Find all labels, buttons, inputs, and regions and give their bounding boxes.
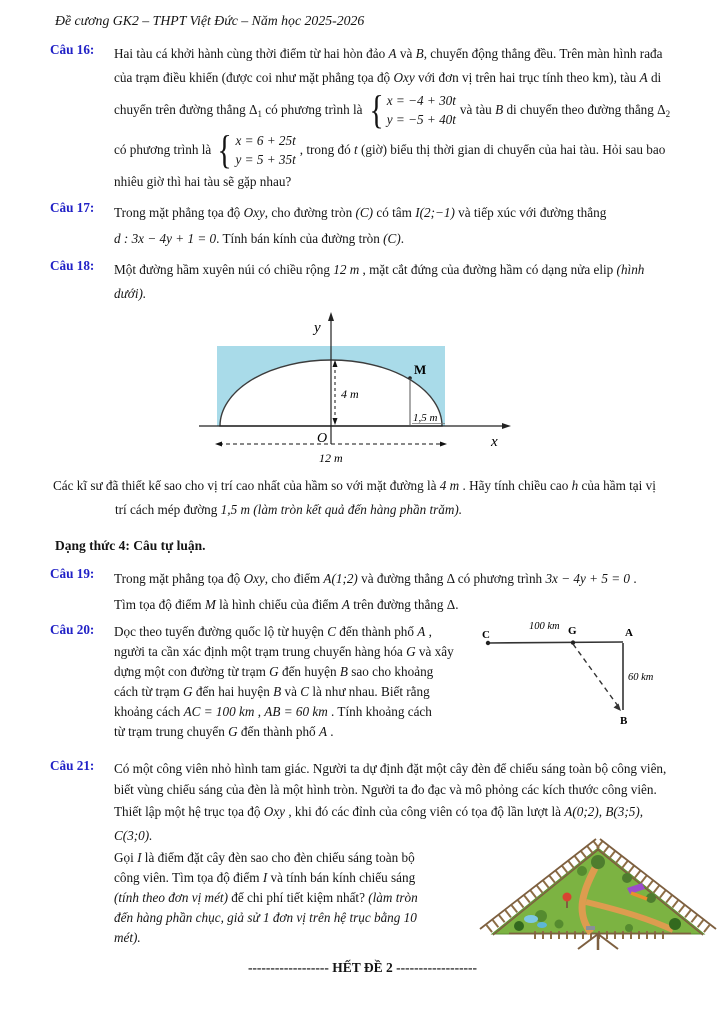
text-segment: sao cho khoảng [347, 664, 434, 679]
system-equations [235, 131, 295, 169]
text-run [460, 102, 670, 119]
text-segment: h [571, 478, 579, 493]
text-segment: Oxy [243, 571, 265, 586]
text-segment: của trạm điều khiển (được coi như mặt phẳng tọa độ [114, 70, 394, 85]
x-axis-label: x [491, 434, 498, 450]
question-label: Câu 18: [50, 258, 95, 273]
distance-AB: 60 km [628, 672, 654, 683]
system-brace: { [217, 127, 233, 172]
text-segment: (làm tròn kết quả đến hàng phần trăm). [253, 502, 463, 517]
tree [646, 893, 656, 903]
text-segment: và tính bán kính chiếu sáng [267, 870, 416, 885]
tree [577, 866, 587, 876]
text-segment: và xây [415, 644, 454, 659]
text-segment: 1 [257, 108, 262, 119]
text-segment: , khi đó các đỉnh của công viên có tọa độ lần lượt là [285, 804, 565, 819]
text-segment: di [647, 70, 662, 85]
text-segment: Δ [657, 101, 666, 117]
text-line [53, 498, 717, 522]
text-line [114, 200, 717, 226]
text-segment: B(3;5), [605, 804, 644, 819]
question-body [114, 758, 717, 958]
tree [669, 918, 681, 930]
question-label: Câu 20: [50, 622, 95, 637]
text-segment: 2 [665, 108, 671, 119]
text-line [114, 779, 717, 800]
question-18 [0, 258, 725, 306]
tunnel-ellipse-figure [183, 308, 523, 470]
label-B: B [620, 715, 628, 727]
text-segment: đến hàng phần chục, giả sử 1 đơn vị trên hệ trục bằng 10 [114, 910, 417, 925]
park-illustration [479, 836, 717, 954]
question-18-continuation [0, 474, 725, 522]
text-segment: G [228, 724, 238, 739]
text-segment: , chuyển động thẳng đều. Trên màn hình rađa [423, 46, 663, 61]
text-segment: . [630, 571, 637, 586]
red-tree [563, 893, 572, 902]
document-footer: ------------------ HẾT ĐỀ 2 ------------------ [247, 960, 478, 975]
text-segment: AC = 100 km [183, 704, 255, 719]
text-segment: I [262, 870, 268, 885]
route-diagram [482, 616, 717, 748]
text-segment: là như nhau. Biết rằng [309, 684, 430, 699]
tree [591, 855, 605, 869]
text-segment: 12 m [333, 262, 360, 277]
text-segment: và [281, 684, 301, 699]
text-segment: Oxy [263, 804, 286, 819]
question-body [114, 258, 717, 306]
text-segment: trên đường thẳng Δ. [349, 597, 459, 612]
text-segment: B [415, 46, 424, 61]
text-segment: đến thành phố [335, 624, 418, 639]
question-label: Câu 19: [50, 566, 95, 581]
text-segment: B [273, 684, 282, 699]
text-segment: di chuyển theo đường thẳng [503, 101, 658, 117]
text-segment: M [204, 597, 216, 612]
text-line [114, 622, 454, 642]
tree [622, 873, 632, 883]
text-segment: , trong đó [299, 142, 354, 157]
text-segment: B [495, 101, 504, 117]
question-label: Câu 17: [50, 200, 95, 215]
equation-system [367, 87, 456, 132]
text-run [300, 142, 666, 158]
text-segment: đến thành phố [237, 724, 319, 739]
section-heading: Dạng thức 4: Câu tự luận. [55, 538, 206, 553]
equation: x = 6 + 25t [235, 133, 296, 148]
text-line [114, 800, 717, 824]
text-segment: d : 3x − 4y + 1 = 0 [114, 231, 217, 246]
measure-arrow-icon [215, 442, 222, 447]
text-line [114, 127, 717, 172]
text-line [114, 642, 454, 662]
text-line [114, 226, 717, 252]
pond [524, 915, 538, 923]
text-segment: dựng một con đường từ trạm [114, 664, 270, 679]
text-line [114, 758, 717, 779]
question-body [114, 200, 717, 252]
question-17 [0, 200, 725, 252]
text-run [114, 142, 211, 158]
y-axis-arrow-icon [328, 312, 334, 321]
text-segment: dưới). [114, 286, 147, 301]
text-segment: để chi phí tiết kiệm nhất? [227, 890, 369, 905]
text-segment: Dọc theo tuyến đường quốc lộ từ huyện [114, 624, 328, 639]
equation-system [215, 127, 296, 172]
question-label: Câu 16: [50, 42, 95, 57]
text-line [114, 928, 418, 948]
text-segment: Một đường hầm xuyên núi có chiều rộng [114, 262, 334, 277]
fence-splay-left [578, 934, 598, 949]
text-segment: công viên. Tìm tọa độ điểm [114, 870, 263, 885]
system-brace: { [368, 87, 384, 132]
document-header: Đề cương GK2 – THPT Việt Đức – Năm học 2025-2026 [55, 13, 365, 28]
height-label: 4 m [341, 387, 359, 401]
text-segment: (C) [355, 205, 374, 220]
text-line [114, 66, 717, 90]
text-segment: C [327, 624, 336, 639]
equation: y = −5 + 40t [386, 112, 456, 127]
tree [514, 921, 524, 931]
arrow-B-icon [614, 704, 622, 712]
text-segment: và tiếp xúc với đường thẳng [454, 205, 607, 220]
measure-arrow-icon [440, 442, 447, 447]
label-G: G [568, 625, 577, 637]
route-diagram-wrap [482, 616, 717, 752]
text-segment: A [388, 46, 397, 61]
question-body [114, 622, 717, 752]
text-segment: Trong mặt phẳng tọa độ [114, 571, 244, 586]
text-segment: A [318, 724, 327, 739]
text-segment: của hầm tại vị [578, 478, 656, 493]
text-segment: , mặt cắt đứng của đường hầm có dạng nửa elip [359, 262, 617, 277]
text-line [114, 592, 717, 618]
text-segment: Oxy [393, 70, 415, 85]
question-body [114, 566, 717, 618]
text-segment: có phương trình là [261, 101, 363, 117]
text-segment: có phương trình là [114, 142, 212, 157]
question-16 [0, 42, 725, 194]
text-line [114, 258, 717, 282]
road-GB [573, 644, 618, 706]
text-segment: (C) [383, 231, 401, 246]
tree [625, 924, 633, 932]
bench [586, 926, 595, 930]
text-segment: Các kĩ sư đã thiết kế sao cho vị trí cao nhất của hầm so với mặt đường là [53, 478, 440, 493]
point-M-label: M [414, 362, 427, 377]
text-segment: chuyển trên đường thẳng [114, 101, 249, 117]
label-A: A [625, 627, 633, 639]
text-segment: là hình chiếu của điểm [215, 597, 342, 612]
text-segment: A [341, 597, 350, 612]
text-segment: (hình [616, 262, 645, 277]
text-segment: và [396, 46, 416, 61]
text-run [114, 102, 363, 119]
text-segment: . Tính bán kính của đường tròn [216, 231, 384, 246]
x-axis-arrow-icon [502, 423, 511, 429]
question-21-lower [114, 848, 717, 958]
text-segment: Hai tàu cá khởi hành cùng thời điểm từ hai hòn đảo [114, 46, 389, 61]
text-segment: Tìm tọa độ điểm [114, 597, 205, 612]
text-line [114, 702, 454, 722]
text-segment: . Hãy tính chiều cao [459, 478, 572, 493]
label-C: C [482, 629, 490, 641]
y-axis-label: y [314, 320, 321, 336]
text-segment: G [269, 664, 279, 679]
text-segment: A [417, 624, 426, 639]
text-segment: trí cách mép đường [115, 502, 221, 517]
text-segment: là điểm đặt cây đèn sao cho đèn chiếu sáng toàn bộ [141, 850, 415, 865]
text-segment: t [353, 142, 358, 157]
point-C [486, 641, 490, 645]
text-line [114, 566, 717, 592]
text-segment: nhiêu giờ thì hai tàu sẽ gặp nhau? [114, 174, 292, 189]
text-segment: 1,5 m [220, 502, 250, 517]
text-line [114, 848, 418, 868]
text-segment: đến huyện [278, 664, 340, 679]
text-segment: Gọi [114, 850, 138, 865]
park-illustration-wrap [479, 836, 717, 958]
text-line [114, 722, 454, 742]
equation: x = −4 + 30t [386, 93, 456, 108]
text-segment: có tâm [373, 205, 416, 220]
text-segment: khoảng cách [114, 704, 184, 719]
text-segment: G [183, 684, 193, 699]
text-line [53, 474, 717, 498]
text-line [114, 87, 717, 132]
origin-label: O [317, 431, 328, 446]
question-21 [0, 758, 725, 958]
text-segment: Δ [248, 101, 258, 117]
text-segment: Oxy [243, 205, 265, 220]
system-equations [387, 91, 456, 129]
text-segment: Thiết lập một hệ trục tọa độ [114, 804, 264, 819]
text-segment: 4 m [439, 478, 460, 493]
text-segment: . Tính khoảng cách [327, 704, 432, 719]
tree [555, 920, 564, 929]
text-segment: mét). [114, 930, 141, 945]
text-segment: A [639, 70, 648, 85]
text-segment: I [137, 850, 142, 865]
road-CA [488, 642, 623, 643]
text-segment: biết vùng chiếu sáng của đèn là một hình tròn. Người ta đo đạc và mô phỏng các kích thước công viên. [114, 782, 657, 797]
text-segment: (làm tròn [368, 890, 418, 905]
text-segment: (giờ) biểu thị thời gian di chuyển của hai tàu. Hỏi sau bao [357, 142, 666, 157]
pond [537, 922, 547, 928]
text-segment: , [254, 704, 265, 719]
text-segment: người ta cần xác định một trạm trung chuyển hàng hóa [114, 644, 407, 659]
text-segment: B [339, 664, 348, 679]
text-segment: C [300, 684, 310, 699]
text-line [114, 662, 454, 682]
text-segment: đến hai huyện [192, 684, 274, 699]
text-segment: , cho điểm [264, 571, 324, 586]
text-segment: , [425, 624, 432, 639]
text-line [114, 868, 418, 888]
width-label: 12 m [319, 451, 343, 465]
text-segment: cách từ trạm [114, 684, 184, 699]
question-text-column [114, 848, 418, 948]
equation: y = 5 + 35t [235, 152, 296, 167]
text-segment: A(1;2) [323, 571, 358, 586]
text-segment: . [400, 231, 405, 246]
text-segment: AB = 60 km [264, 704, 328, 719]
text-segment: Trong mặt phẳng tọa độ [114, 205, 244, 220]
text-line [114, 888, 418, 908]
m-height-label: 1,5 m [413, 412, 438, 424]
text-segment: G [406, 644, 416, 659]
text-line [114, 908, 418, 928]
text-line [114, 170, 717, 194]
text-segment: từ trạm trung chuyển [114, 724, 229, 739]
question-19 [0, 566, 725, 618]
text-segment: 3x − 4y + 5 = 0 [545, 571, 631, 586]
text-segment: với đơn vị trên hai trục tính theo km), tàu [414, 70, 640, 85]
text-segment: và tàu [459, 101, 496, 117]
text-segment: I(2;−1) [415, 205, 455, 220]
text-line [114, 42, 717, 66]
question-body [114, 42, 717, 194]
text-line [114, 682, 454, 702]
text-line [114, 282, 717, 306]
text-segment: và đường thẳng Δ có phương trình [357, 571, 546, 586]
distance-CG: 100 km [529, 621, 560, 632]
text-segment: (tính theo đơn vị mét) [114, 890, 228, 905]
question-text-column [114, 622, 454, 742]
text-segment: , cho đường tròn [264, 205, 356, 220]
text-segment: C(3;0). [114, 828, 153, 843]
question-20 [0, 622, 725, 752]
text-segment: A(0;2), [564, 804, 603, 819]
text-segment: . [327, 724, 334, 739]
text-segment: Có một công viên nhỏ hình tam giác. Người ta dự định đặt một cây đèn để chiếu sáng toàn bộ công viên, [114, 761, 667, 776]
question-label: Câu 21: [50, 758, 95, 773]
